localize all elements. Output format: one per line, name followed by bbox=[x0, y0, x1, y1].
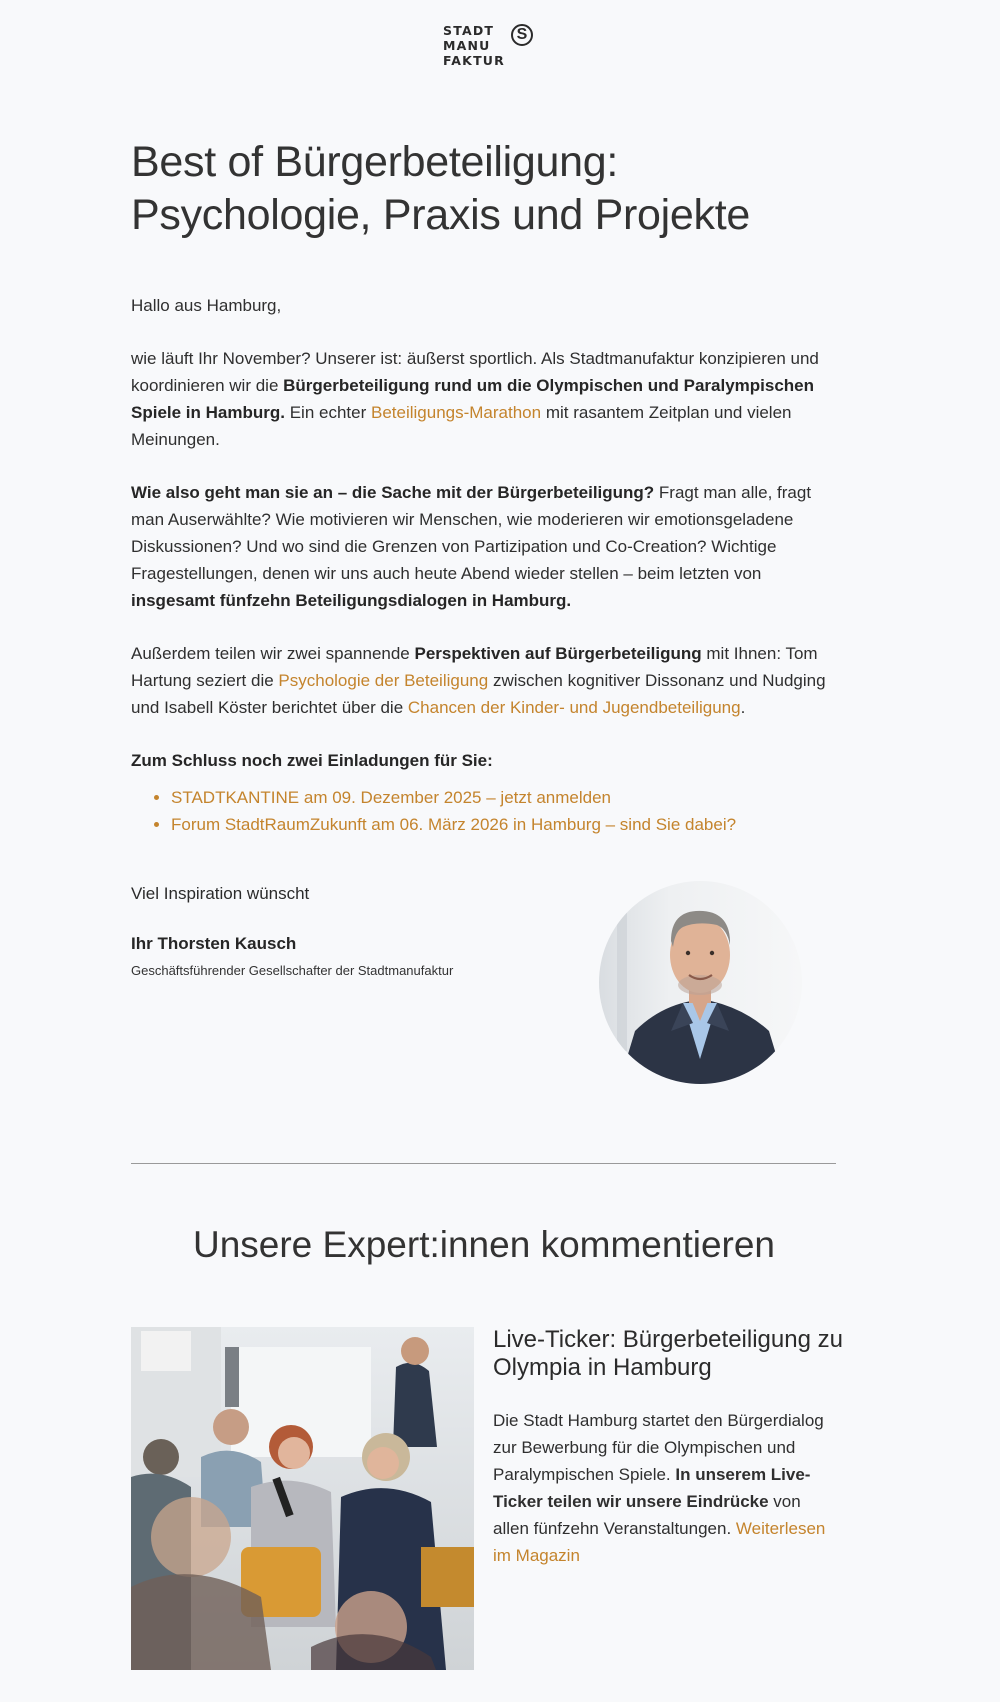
section-divider bbox=[131, 1163, 836, 1164]
signature-name: Ihr Thorsten Kausch bbox=[131, 934, 297, 953]
p3-text-4: . bbox=[740, 698, 746, 717]
experts-heading: Unsere Expert:innen kommentieren bbox=[192, 1224, 775, 1265]
psychologie-link[interactable]: Psychologie der Beteiligung bbox=[278, 671, 489, 690]
article-title[interactable]: Live-Ticker: Bürgerbeteiligung zu Olympia in Hamburg bbox=[493, 1326, 843, 1381]
p1-text-2: Ein echter bbox=[284, 403, 371, 422]
invites-heading-text: Zum Schluss noch zwei Einladungen für Sie: bbox=[131, 751, 493, 770]
p3-text-1: Außerdem teilen wir zwei spannende bbox=[131, 644, 415, 663]
stadtkantine-link[interactable]: STADTKANTINE am 09. Dezember 2025 – jetzt anmelden bbox=[171, 788, 611, 807]
logo-line-1: STADT bbox=[443, 23, 495, 38]
article-teaser bbox=[493, 1407, 838, 1569]
paragraph-1 bbox=[131, 345, 836, 453]
article-image[interactable] bbox=[131, 1327, 474, 1670]
greeting: Hallo aus Hamburg, bbox=[131, 296, 282, 315]
portrait-image bbox=[599, 881, 802, 1084]
intro-text bbox=[131, 292, 836, 838]
read-more-link[interactable]: Weiterlesen im Magazin bbox=[493, 1519, 826, 1565]
article-text-1: Die Stadt Hamburg startet den Bürgerdialog zur Bewerbung für die Olympischen und Paralympischen Spiele. bbox=[493, 1411, 824, 1484]
p1-bold-1: Bürgerbeteiligung rund um die Olympischen und Paralympischen Spiele in Hamburg. bbox=[131, 376, 815, 422]
title-line-2: Psychologie, Praxis und Projekte bbox=[131, 191, 751, 239]
beteiligungs-marathon-link[interactable]: Beteiligungs-Marathon bbox=[370, 403, 542, 422]
invites-list bbox=[131, 784, 836, 838]
stadtmanufaktur-logo[interactable] bbox=[443, 23, 533, 68]
page-title bbox=[131, 136, 851, 242]
paragraph-2 bbox=[131, 479, 836, 614]
p2-bold-1: Wie also geht man sie an – die Sache mit der Bürgerbeteiligung? bbox=[131, 483, 655, 502]
p3-bold-1: Perspektiven auf Bürgerbeteiligung bbox=[414, 644, 702, 663]
p1-text-3: mit rasantem Zeitplan und vielen Meinungen. bbox=[131, 403, 792, 449]
list-item bbox=[171, 811, 836, 838]
logo-line-3: FAKTUR bbox=[443, 53, 505, 68]
signature-role: Geschäftsführender Gesellschafter der Stadtmanufaktur bbox=[131, 963, 454, 978]
logo-s-icon: S bbox=[511, 24, 533, 46]
title-line-1: Best of Bürgerbeteiligung: bbox=[131, 138, 619, 186]
logo-wordmark bbox=[443, 23, 505, 68]
event-photo bbox=[131, 1327, 474, 1670]
p1-text-1: wie läuft Ihr November? Unserer ist: äußerst sportlich. Als Stadtmanufaktur konzipieren und koordinieren wir die bbox=[131, 349, 819, 395]
article-text-2: von allen fünfzehn Veranstaltungen. bbox=[493, 1492, 801, 1538]
p2-text-1: Fragt man alle, fragt man Auserwählte? Wie motivieren wir Menschen, wie moderieren wir emotionsgeladene Diskussionen? Und wo sind die Grenzen von Partizipation und Co-Creation? Wichtige Fragestellungen, denen wir uns auch heute Abend wieder stellen – beim letzten von bbox=[131, 483, 812, 583]
closing-line: Viel Inspiration wünscht bbox=[131, 884, 310, 903]
jugendbeteiligung-link[interactable]: Chancen der Kinder- und Jugendbeteiligung bbox=[407, 698, 741, 717]
list-item bbox=[171, 784, 836, 811]
author-portrait bbox=[599, 881, 802, 1084]
forum-link[interactable]: Forum StadtRaumZukunft am 06. März 2026 in Hamburg – sind Sie dabei? bbox=[171, 815, 737, 834]
p3-text-3: zwischen kognitiver Dissonanz und Nudging und Isabell Köster berichtet über die bbox=[131, 671, 826, 717]
p3-text-2: mit Ihnen: Tom Hartung seziert die bbox=[131, 644, 818, 690]
paragraph-3 bbox=[131, 640, 836, 721]
article-bold-1: In unserem Live-Ticker teilen wir unsere Eindrücke bbox=[493, 1465, 811, 1511]
invites-heading bbox=[131, 747, 836, 774]
logo-line-2: MANU bbox=[443, 38, 491, 53]
p2-bold-2: insgesamt fünfzehn Beteiligungsdialogen in Hamburg. bbox=[131, 591, 572, 610]
